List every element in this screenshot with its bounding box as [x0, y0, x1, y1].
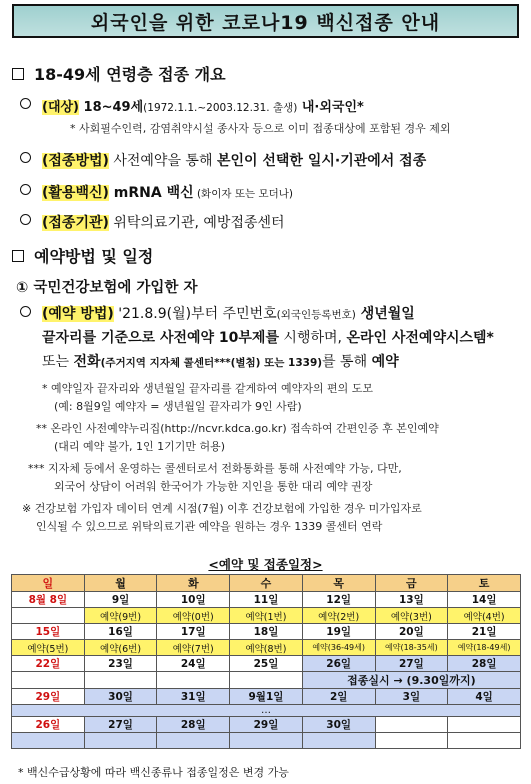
- calendar-date: 31일: [157, 689, 230, 705]
- vaccine-line: [42, 182, 293, 202]
- circle-bullet-icon: [20, 152, 31, 163]
- day-sun: 일: [12, 575, 85, 592]
- calendar-date: 19일: [302, 624, 375, 640]
- section2-heading: [12, 244, 153, 267]
- circle-bullet-icon: [20, 98, 31, 109]
- page-title: 외국인을 위한 코로나19 백신접종 안내: [12, 4, 519, 38]
- target-line: [42, 96, 364, 115]
- calendar-date: 9월1일: [230, 689, 303, 705]
- reservation-cell: 예약(36-49세): [302, 640, 375, 656]
- calendar-date: 8월 8일: [12, 592, 85, 608]
- calendar-date: 29일: [12, 689, 85, 705]
- method-text: 사전예약을 통해: [108, 153, 217, 169]
- section2-heading-text: 예약방법 및 일정: [34, 247, 154, 266]
- calendar-date: 30일: [84, 689, 157, 705]
- booking-phone: 전화: [73, 354, 101, 370]
- calendar-date: 14일: [448, 592, 521, 608]
- note-3: *** 지자체 등에서 운영하는 콜센터로서 전화통화를 통해 사전예약 가능, 다만,: [28, 462, 402, 475]
- calendar-cell: [157, 672, 230, 689]
- reservation-cell: 예약(0번): [157, 608, 230, 624]
- calendar-date: 23일: [84, 656, 157, 672]
- target-age: 18~49세: [79, 100, 144, 115]
- calendar-last-row: [12, 733, 521, 749]
- calendar-date: 13일: [375, 592, 448, 608]
- target-birth-range: (1972.1.1.~2003.12.31. 출생): [143, 102, 298, 114]
- calendar-date: 28일: [157, 717, 230, 733]
- day-thu: 목: [302, 575, 375, 592]
- reservation-cell: 예약(4번): [448, 608, 521, 624]
- calendar-cell: [157, 733, 230, 749]
- reservation-cell: 예약(3번): [375, 608, 448, 624]
- calendar-cell: [448, 733, 521, 749]
- calendar-date: 10일: [157, 592, 230, 608]
- target-nationality: 내·외국인*: [297, 100, 364, 115]
- calendar-row: [12, 656, 521, 672]
- calendar-date: 3일: [375, 689, 448, 705]
- calendar-date: 25일: [230, 656, 303, 672]
- booking-reserve: 예약: [371, 354, 399, 370]
- calendar-date: 15일: [12, 624, 85, 640]
- booking-line-3: [42, 351, 399, 371]
- calendar-cell: [230, 672, 303, 689]
- note-2: ** 온라인 사전예약누리집(http://ncvr.kdca.go.kr) 접속하여 간편인증 후 본인예약: [36, 422, 439, 435]
- calendar-date: 16일: [84, 624, 157, 640]
- circle-bullet-icon: [20, 306, 31, 317]
- reservation-cell: 예약(8번): [230, 640, 303, 656]
- calendar-date: 27일: [375, 656, 448, 672]
- calendar-cell: [302, 733, 375, 749]
- calendar-date: 17일: [157, 624, 230, 640]
- footer-note: * 백신수급상황에 따라 백신종류나 접종일정은 변경 가능: [18, 766, 289, 779]
- calendar-date: [448, 717, 521, 733]
- calendar-row: [12, 592, 521, 608]
- booking-criterion: 끝자리를 기준으로: [42, 330, 156, 346]
- vaccine-type: mRNA 백신: [108, 185, 194, 201]
- calendar-date: 22일: [12, 656, 85, 672]
- booking-start: '21.8.9(월)부터 주민번호: [113, 306, 277, 322]
- method-label: (접종방법): [42, 153, 109, 169]
- target-note: * 사회필수인력, 감염취약시설 종사자 등으로 이미 접종대상에 포함된 경우 제외: [70, 122, 451, 135]
- insured-subheading: ① 국민건강보험에 가입한 자: [16, 280, 198, 296]
- reservation-cell: 예약(7번): [157, 640, 230, 656]
- reservation-cell: 예약(18-35세): [375, 640, 448, 656]
- calendar-date: 24일: [157, 656, 230, 672]
- reservation-cell: 예약(1번): [230, 608, 303, 624]
- booking-label: (예약 방법): [42, 306, 114, 322]
- calendar-date: 4일: [448, 689, 521, 705]
- schedule-calendar: [11, 574, 521, 749]
- calendar-date: 18일: [230, 624, 303, 640]
- vaccine-label: (활용백신): [42, 185, 109, 201]
- calendar-date: 26일: [302, 656, 375, 672]
- circle-bullet-icon: [20, 214, 31, 225]
- calendar-header-row: [12, 575, 521, 592]
- booking-line-2: [42, 327, 494, 347]
- calendar-cell: [12, 672, 85, 689]
- method-line: [42, 150, 426, 170]
- institution-text: 위탁의료기관, 예방접종센터: [108, 215, 285, 231]
- calendar-ellipsis-row: [12, 705, 521, 717]
- calendar-cell: [12, 733, 85, 749]
- note-4-detail: 인식될 수 있으므로 위탁의료기관 예약을 원하는 경우 1339 콜센터 연락: [36, 520, 383, 533]
- calendar-date: 11일: [230, 592, 303, 608]
- calendar-date: 2일: [302, 689, 375, 705]
- reservation-cell: 예약(2번): [302, 608, 375, 624]
- day-wed: 수: [230, 575, 303, 592]
- calendar-date: 28일: [448, 656, 521, 672]
- note-4: ※ 건강보험 가입자 데이터 연계 시점(7월) 이후 건강보험에 가입한 경우 미가입자로: [22, 502, 422, 515]
- section1-heading: [12, 62, 226, 85]
- booking-online-system: 온라인 사전예약시스템*: [346, 330, 494, 346]
- reservation-cell: 예약(6번): [84, 640, 157, 656]
- calendar-date: 20일: [375, 624, 448, 640]
- calendar-reservation-row: [12, 640, 521, 656]
- day-mon: 월: [84, 575, 157, 592]
- calendar-title: <예약 및 접종일정>: [208, 557, 323, 572]
- calendar-date: [375, 717, 448, 733]
- booking-10-rotation: 사전예약 10부제를: [155, 330, 279, 346]
- booking-or: 또는: [42, 354, 74, 370]
- section1-heading-text: 18-49세 연령층 접종 개요: [34, 65, 226, 84]
- booking-conj: 시행하며,: [278, 330, 347, 346]
- note-1: * 예약일자 끝자리와 생년월일 끝자리를 같게하여 예약자의 편의 도모: [42, 382, 373, 395]
- method-emphasis: 본인이 선택한 일시·기관에서 접종: [216, 153, 427, 169]
- circle-bullet-icon: [20, 184, 31, 195]
- target-label: (대상): [42, 100, 79, 115]
- booking-birthdate: 생년월일: [355, 306, 415, 322]
- booking-callcenter: (주거지역 지자체 콜센터***(별첨) 또는 1339): [100, 357, 323, 369]
- calendar-row: [12, 689, 521, 705]
- calendar-cell: [84, 672, 157, 689]
- day-sat: 토: [448, 575, 521, 592]
- calendar-date: 29일: [230, 717, 303, 733]
- note-2-detail: (대리 예약 불가, 1인 1기기만 허용): [54, 440, 226, 453]
- calendar-reservation-row: [12, 608, 521, 624]
- calendar-date: 30일: [302, 717, 375, 733]
- calendar-row: [12, 624, 521, 640]
- calendar-date: 26일: [12, 717, 85, 733]
- calendar-date: 27일: [84, 717, 157, 733]
- calendar-date: 21일: [448, 624, 521, 640]
- vaccination-period-note: 접종실시 → (9.30일까지): [302, 672, 520, 689]
- institution-label: (접종기관): [42, 215, 109, 231]
- calendar-cell: [84, 733, 157, 749]
- booking-foreign-id: (외국인등록번호): [276, 309, 356, 321]
- booking-via: 를 통해: [322, 354, 372, 370]
- note-1-example: (예: 8월9일 예약자 = 생년월일 끝자리가 9인 사람): [54, 400, 302, 413]
- institution-line: [42, 212, 285, 232]
- booking-line-1: [42, 303, 415, 323]
- calendar-cell: [230, 733, 303, 749]
- calendar-vaccination-row: [12, 672, 521, 689]
- day-tue: 화: [157, 575, 230, 592]
- reservation-cell: 예약(5번): [12, 640, 85, 656]
- vaccine-brands: (화이자 또는 모더나): [193, 188, 293, 200]
- calendar-ellipsis: …: [12, 705, 521, 717]
- calendar-cell: [375, 733, 448, 749]
- checkbox-square-icon: [12, 250, 24, 262]
- calendar-date: 12일: [302, 592, 375, 608]
- reservation-cell: 예약(9번): [84, 608, 157, 624]
- day-fri: 금: [375, 575, 448, 592]
- calendar-date: 9일: [84, 592, 157, 608]
- checkbox-square-icon: [12, 68, 24, 80]
- calendar-row: [12, 717, 521, 733]
- calendar-cell: [12, 608, 85, 624]
- note-3-detail: 외국어 상담이 어려워 한국어가 가능한 지인을 통한 대리 예약 권장: [54, 480, 373, 493]
- reservation-cell: 예약(18-49세): [448, 640, 521, 656]
